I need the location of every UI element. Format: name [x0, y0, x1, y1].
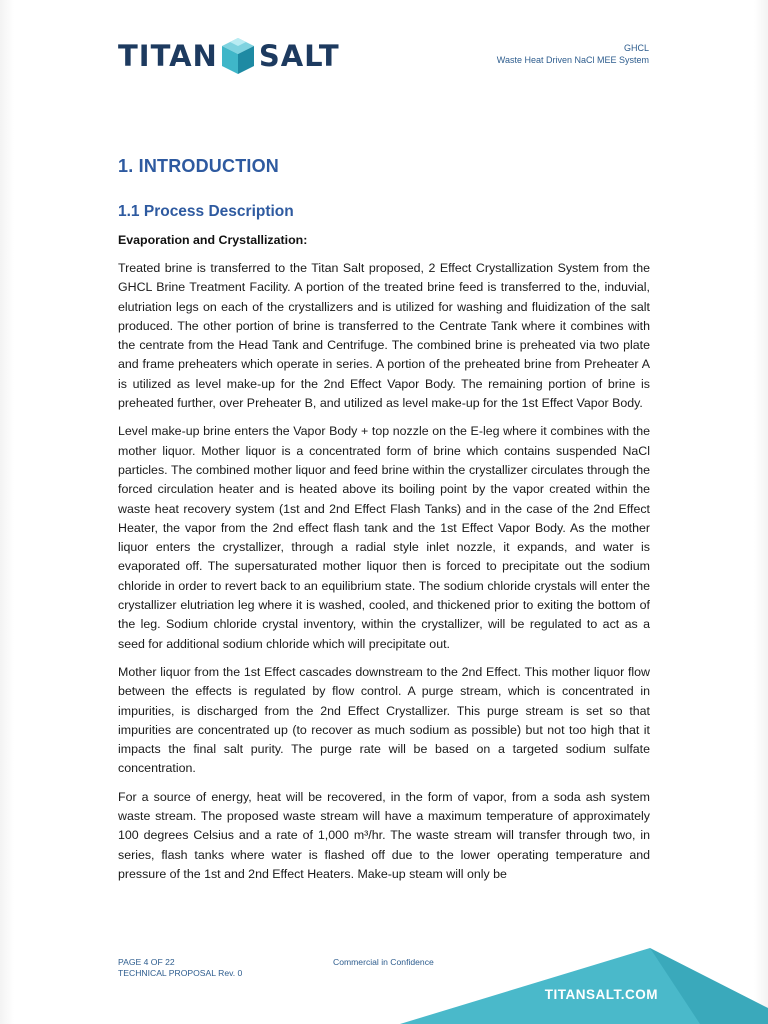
section-heading: 1. INTRODUCTION: [118, 156, 280, 176]
header-info: [497, 42, 649, 66]
logo-word-salt: SALT: [258, 39, 340, 73]
footer-page-number: PAGE 4 OF 22: [118, 957, 175, 967]
paragraph-1: Treated brine is transferred to the Titan Salt proposed, 2 Effect Crystallization System from the GHCL Brine Treatment Facility. A portion of the treated brine feed is transferred to the, induvial, elutriation legs on each of the crystallizers and is utilized for washing and fluidization of the salt produced. The other portion of brine is transferred to the Centrate Tank where it combines with the centrate from the Head Tank and Centrifuge. The combined brine is preheated via two plate and frame preheaters which operate in series. A portion of the preheated brine from Preheater A is utilized as level make-up for the 2nd Effect Vapor Body. The remaining portion of brine is preheated further, over Preheater B, and utilized as level make-up for the 1st Effect Vapor Body.: [118, 261, 650, 411]
footer-website: TITANSALT.COM: [544, 987, 658, 1002]
paragraph-4: For a source of energy, heat will be recovered, in the form of vapor, from a soda ash system waste stream. The proposed waste stream will have a maximum temperature of approximately 100 degrees Celsius and a rate of 1,000 m³/hr. The waste stream will transfer through two, in series, flash tanks where water is flashed off due to the lower operating temperature and pressure of the 1st and 2nd Effect Heaters. Make-up steam will only be: [118, 789, 650, 881]
titan-salt-logo: [118, 36, 340, 76]
footer-page-info: [118, 957, 242, 979]
footer-confidentiality: Commercial in Confidence: [333, 957, 434, 967]
footer-teal-banner: [400, 948, 768, 1024]
paragraph-2: Level make-up brine enters the Vapor Body + top nozzle on the E-leg where it combines with the mother liquor. Mother liquor is a concentrated form of brine which contains suspended NaCl particles. The combined mother liquor and feed brine within the crystallizer circulates through the forced circulation heater and is heated above its boiling point by the vapor created within the waste heat recovery system (1st and 2nd Effect Flash Tanks) and in the case of the 2nd Effect Heater, the vapor from the 2nd effect flash tank and the 1st Effect Vapor Body. As the mother liquor enters the crystallizer, through a radial style inlet nozzle, it expands, and water is evaporated off. The supersaturated mother liquor then is forced to precipitate out the sodium chloride in order to revert back to an equilibrium state. The sodium chloride crystals will enter the crystallizer elutriation leg where it is washed, cooled, and thickened prior to exiting the bottom of the leg. Sodium chloride crystal inventory, within the crystallizer, will be regulated to act as a seed for additional sodium chloride which will precipitate out.: [118, 424, 650, 651]
header-company: GHCL: [623, 43, 649, 53]
logo-word-titan: TITAN: [118, 39, 218, 73]
paragraph-3: Mother liquor from the 1st Effect cascades downstream to the 2nd Effect. This mother liquor flow between the effects is regulated by flow control. A purge stream, which is concentrated in impurities, is discharged from the 2nd Effect Crystallizer. This purge stream is set so that impurities are concentrated up (to recover as much sodium as possible) but not too high that it impacts the final salt purity. The purge rate will be based on a targeted sodium sulfate concentration.: [118, 664, 650, 776]
paragraph-subheading: Evaporation and Crystallization:: [118, 233, 308, 247]
header-project: Waste Heat Driven NaCl MEE System: [496, 55, 649, 65]
footer-doc-title: TECHNICAL PROPOSAL Rev. 0: [118, 968, 243, 978]
body-text: [118, 259, 650, 893]
subsection-heading: 1.1 Process Description: [118, 203, 294, 220]
salt-cube-icon: [220, 36, 256, 76]
